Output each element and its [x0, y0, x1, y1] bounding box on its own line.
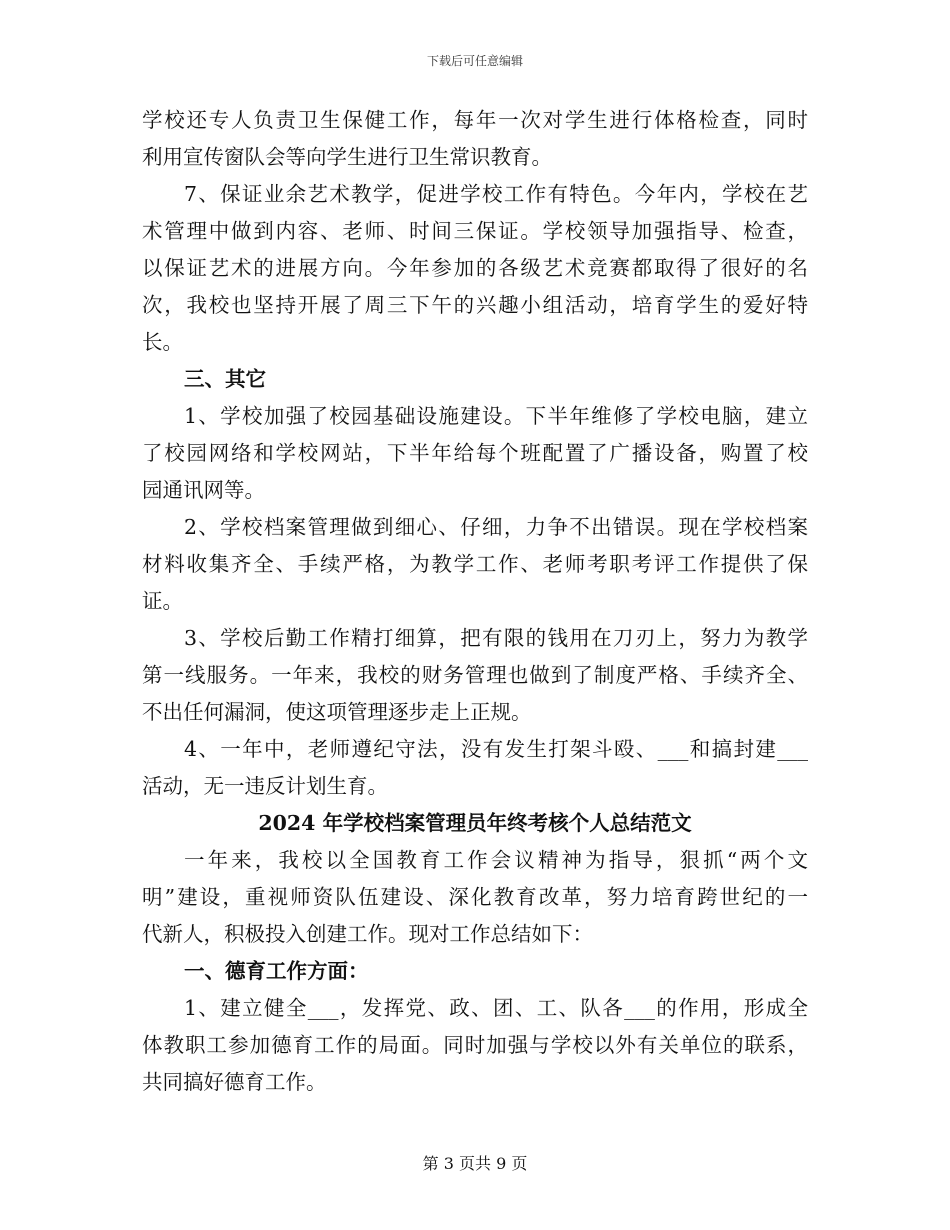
paragraph-line: 不出任何漏洞，使这项管理逐步走上正规。	[142, 700, 532, 724]
paragraph-line: 明”建设，重视师资队伍建设、深化教育改革，努力培育跨世纪的一	[142, 885, 808, 909]
paragraph-line: 利用宣传窗队会等向学生进行卫生常识教育。	[142, 145, 552, 169]
paragraph-line: 学校还专人负责卫生保健工作，每年一次对学生进行体格检查，同时	[142, 108, 808, 132]
paragraph-line: 2、学校档案管理做到细心、仔细，力争不出错误。现在学校档案	[184, 515, 808, 539]
section-heading: 三、其它	[184, 367, 266, 391]
section-heading: 一、德育工作方面：	[184, 959, 369, 983]
paragraph-line: 共同搞好德育工作。	[142, 1070, 327, 1094]
paragraph-line: 第一线服务。一年来，我校的财务管理也做到了制度严格、手续齐全、	[142, 663, 808, 687]
paragraph-line: 3、学校后勤工作精打细算，把有限的钱用在刀刃上，努力为教学	[184, 626, 808, 650]
paragraph-line: 1、学校加强了校园基础设施建设。下半年维修了学校电脑，建立	[184, 404, 808, 428]
paragraph-line: 长。	[142, 330, 183, 354]
page-number: 第 3 页共 9 页	[422, 1154, 528, 1173]
page-header: 下载后可任意编辑	[426, 54, 523, 68]
paragraph-line: 活动，无一违反计划生育。	[142, 774, 388, 798]
paragraph-line: 1、建立健全___，发挥党、政、团、工、队各___的作用，形成全	[184, 996, 808, 1020]
paragraph-line: 4、一年中，老师遵纪守法，没有发生打架斗殴、___和搞封建___	[184, 737, 808, 761]
paragraph-line: 体教职工参加德育工作的局面。同时加强与学校以外有关单位的联系，	[142, 1033, 808, 1057]
paragraph-line: 7、保证业余艺术教学，促进学校工作有特色。今年内，学校在艺	[184, 182, 808, 206]
paragraph-line: 以保证艺术的进展方向。今年参加的各级艺术竞赛都取得了很好的名	[142, 256, 808, 280]
document-title: 2024 年学校档案管理员年终考核个人总结范文	[258, 811, 692, 835]
paragraph-line: 证。	[142, 589, 183, 613]
document-body	[142, 102, 808, 1101]
paragraph-line: 材料收集齐全、手续严格，为教学工作、老师考职考评工作提供了保	[142, 552, 808, 576]
paragraph-line: 了校园网络和学校网站，下半年给每个班配置了广播设备，购置了校	[142, 441, 808, 465]
paragraph-line: 一年来，我校以全国教育工作会议精神为指导，狠抓“两个文	[184, 848, 808, 872]
paragraph-line: 园通讯网等。	[142, 478, 265, 502]
paragraph-line: 代新人，积极投入创建工作。现对工作总结如下：	[142, 922, 593, 946]
paragraph-line: 次，我校也坚持开展了周三下午的兴趣小组活动，培育学生的爱好特	[142, 293, 808, 317]
paragraph-line: 术管理中做到内容、老师、时间三保证。学校领导加强指导、检查，	[142, 219, 808, 243]
